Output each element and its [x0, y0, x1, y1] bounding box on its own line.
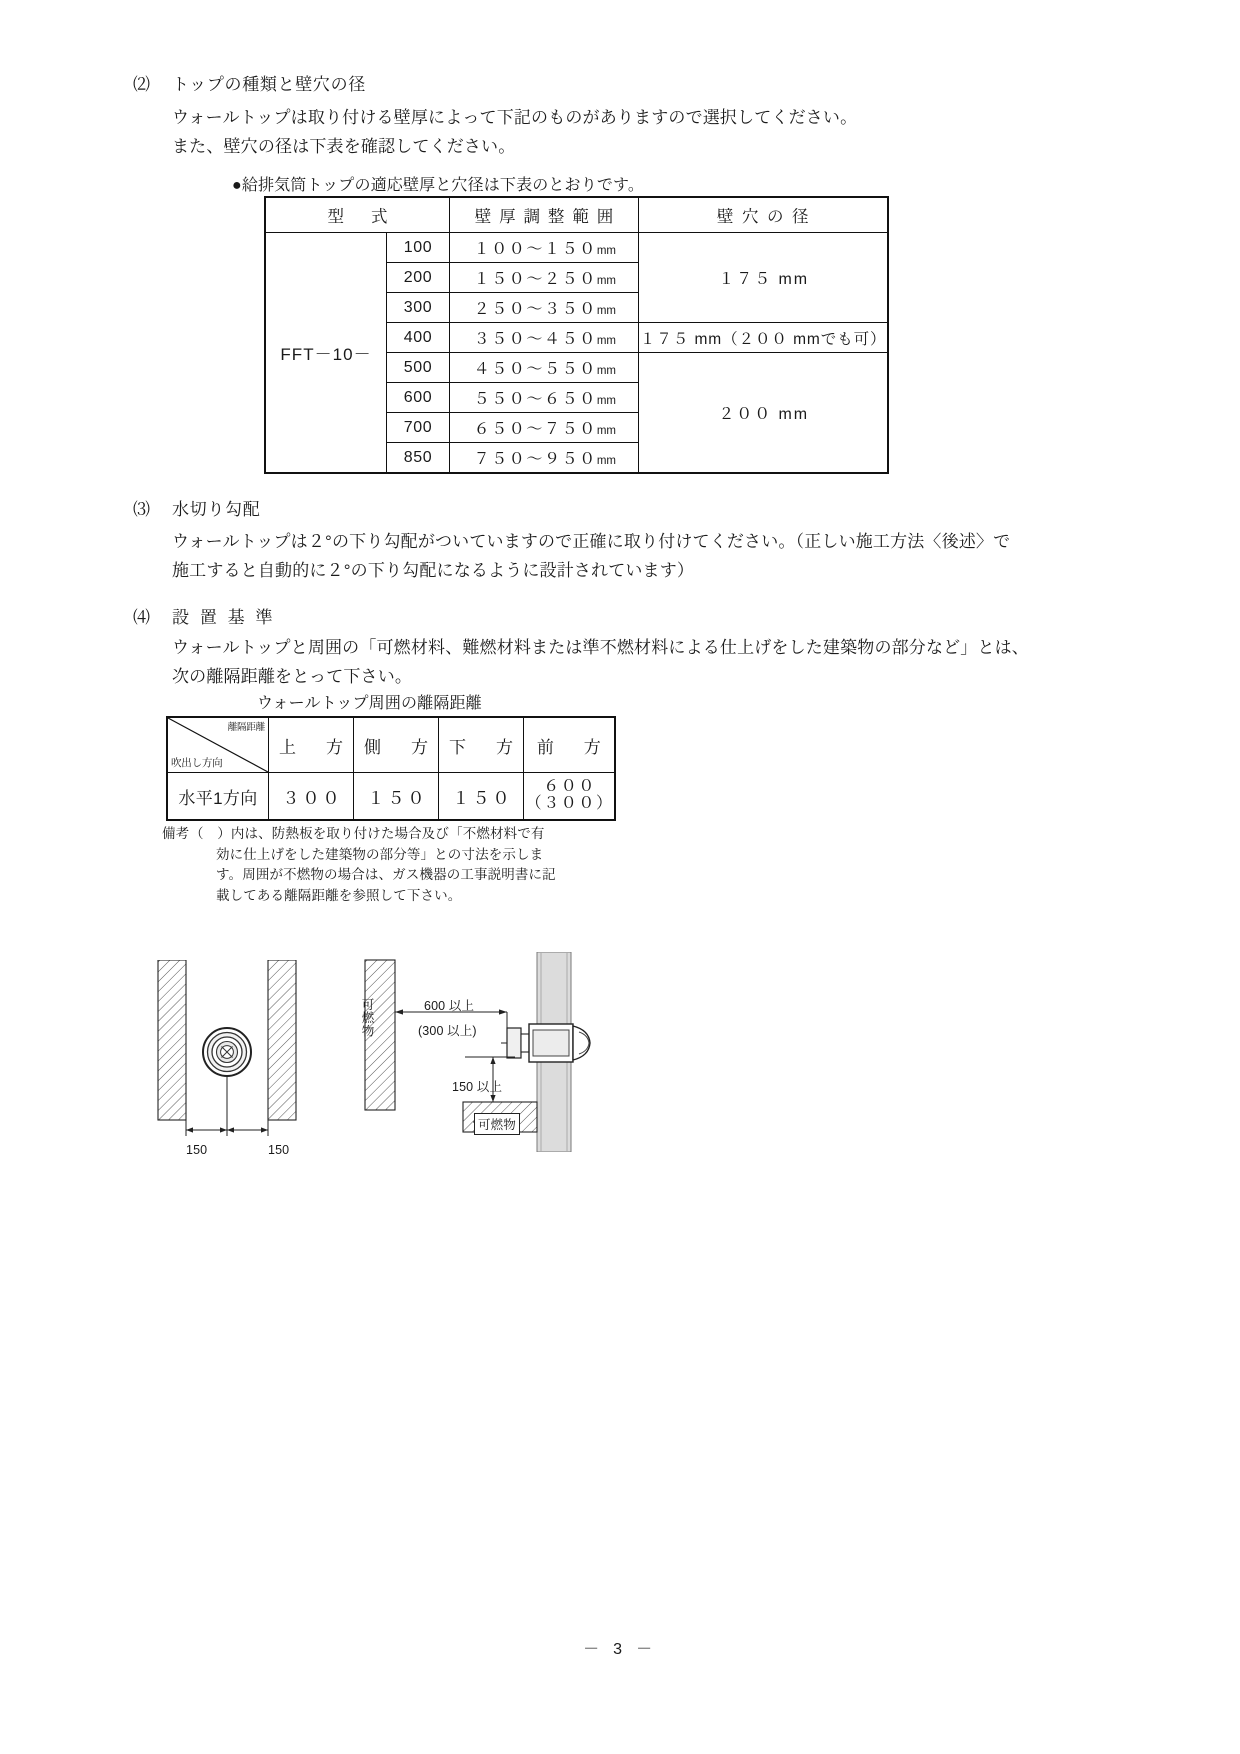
- table-row: [265, 233, 888, 263]
- value-front-sub: （３００）: [525, 795, 614, 812]
- section-4-line-2: 次の離隔距離をとって下さい。: [172, 667, 413, 686]
- table-row: [167, 773, 615, 821]
- section-3-line-2: 施工すると自動的に２°の下り勾配になるように設計されています）: [172, 561, 695, 580]
- section-4-number: ⑷: [133, 608, 151, 627]
- row-label-horizontal: 水平1方向: [167, 773, 269, 821]
- thickness-range: １００～１５０mm: [450, 233, 639, 263]
- value-downward: １５０: [439, 773, 524, 821]
- clearance-table: [166, 716, 616, 821]
- section-3-line-1: ウォールトップは２°の下り勾配がついていますので正確に取り付けてください。（正しい施工方法〈後述〉で: [172, 532, 1011, 551]
- model-size: 600: [387, 383, 450, 413]
- front-view-diagram: [140, 960, 340, 1150]
- value-upward: ３００: [269, 773, 354, 821]
- section-2-title: トップの種類と壁穴の径: [172, 75, 366, 94]
- model-size: 400: [387, 323, 450, 353]
- table-1-header-row: [265, 197, 888, 233]
- section-4-title: 設 置 基 準: [172, 608, 276, 627]
- header-downward: 下 方: [439, 717, 524, 773]
- model-size: 200: [387, 263, 450, 293]
- header-side: 側 方: [354, 717, 439, 773]
- thickness-range: ６５０～７５０mm: [450, 413, 639, 443]
- side-view-combustible-left-label: 可燃物: [360, 998, 374, 1038]
- remark-head: 備考: [162, 826, 190, 841]
- hole-diameter: １７５ mm: [639, 233, 888, 323]
- front-view-dim-left: 150: [186, 1143, 208, 1157]
- table-2-caption: ウォールトップ周囲の離隔距離: [257, 695, 482, 712]
- wall-block-right: [268, 960, 296, 1120]
- section-2-line-1: ウォールトップは取り付ける壁厚によって下記のものがありますので選択してください。: [172, 108, 858, 127]
- table-2-header-row: [167, 717, 615, 773]
- thickness-range: １５０～２５０mm: [450, 263, 639, 293]
- corner-label-direction: 吹出し方向: [171, 757, 223, 769]
- header-hole: 壁 穴 の 径: [639, 197, 888, 233]
- hole-diameter: ２００ mm: [639, 353, 888, 474]
- remark-line: す。周囲が不燃物の場合は、ガス機器の工事説明書に記: [216, 867, 556, 883]
- thickness-range: ２５０～３５０mm: [450, 293, 639, 323]
- side-view-dim-front-sub: (300 以上): [418, 1024, 477, 1038]
- thickness-range: ４５０～５５０mm: [450, 353, 639, 383]
- model-size: 300: [387, 293, 450, 323]
- thickness-range: ３５０～４５０mm: [450, 323, 639, 353]
- header-upward: 上 方: [269, 717, 354, 773]
- wall-top-unit-side: [501, 1024, 590, 1062]
- remark-block: [162, 824, 556, 906]
- thickness-range: ５５０～６５０mm: [450, 383, 639, 413]
- page-number: － 3 －: [583, 1641, 657, 1658]
- value-side: １５０: [354, 773, 439, 821]
- model-size: 850: [387, 443, 450, 474]
- header-model: 型 式: [265, 197, 450, 233]
- model-size: 500: [387, 353, 450, 383]
- hole-diameter: １７５ mm（２００ mmでも可）: [639, 323, 888, 353]
- section-2-line-2: また、壁穴の径は下表を確認してください。: [172, 137, 516, 156]
- model-size: 700: [387, 413, 450, 443]
- wall-top-unit-front: [203, 1028, 251, 1076]
- side-view-dim-bottom: 150 以上: [452, 1080, 503, 1094]
- corner-header-cell: [167, 717, 269, 773]
- wall-block-left: [158, 960, 186, 1120]
- header-range: 壁 厚 調 整 範 囲: [450, 197, 639, 233]
- section-3-title: 水切り勾配: [172, 500, 261, 519]
- remark-line: （ ）内は、防熱板を取り付けた場合及び「不燃材料で有: [190, 826, 545, 841]
- value-front-main: ６００: [543, 778, 596, 796]
- model-size: 100: [387, 233, 450, 263]
- section-4-line-1: ウォールトップと周囲の「可燃材料、難燃材料または準不燃材料による仕上げをした建築物の部分など」とは、: [172, 638, 1029, 657]
- side-view-combustible-bottom-label: 可燃物: [474, 1113, 520, 1135]
- remark-line: 載してある離隔距離を参照して下さい。: [216, 887, 462, 903]
- side-view-dim-front-main: 600 以上: [424, 999, 475, 1013]
- remark-line: 効に仕上げをした建築物の部分等」との寸法を示しま: [216, 846, 544, 862]
- header-front: 前 方: [524, 717, 615, 773]
- wall-thickness-table: [264, 196, 889, 474]
- value-front: [524, 773, 615, 821]
- front-view-dim-right: 150: [268, 1143, 290, 1157]
- section-2-number: ⑵: [133, 75, 151, 94]
- table-1-caption: ●給排気筒トップの適応壁厚と穴径は下表のとおりです。: [232, 177, 645, 194]
- thickness-range: ７５０～９５０mm: [450, 443, 639, 474]
- corner-label-distance: 離隔距離: [227, 722, 265, 733]
- section-3-number: ⑶: [133, 500, 151, 519]
- model-prefix: FFT－10－: [265, 233, 387, 474]
